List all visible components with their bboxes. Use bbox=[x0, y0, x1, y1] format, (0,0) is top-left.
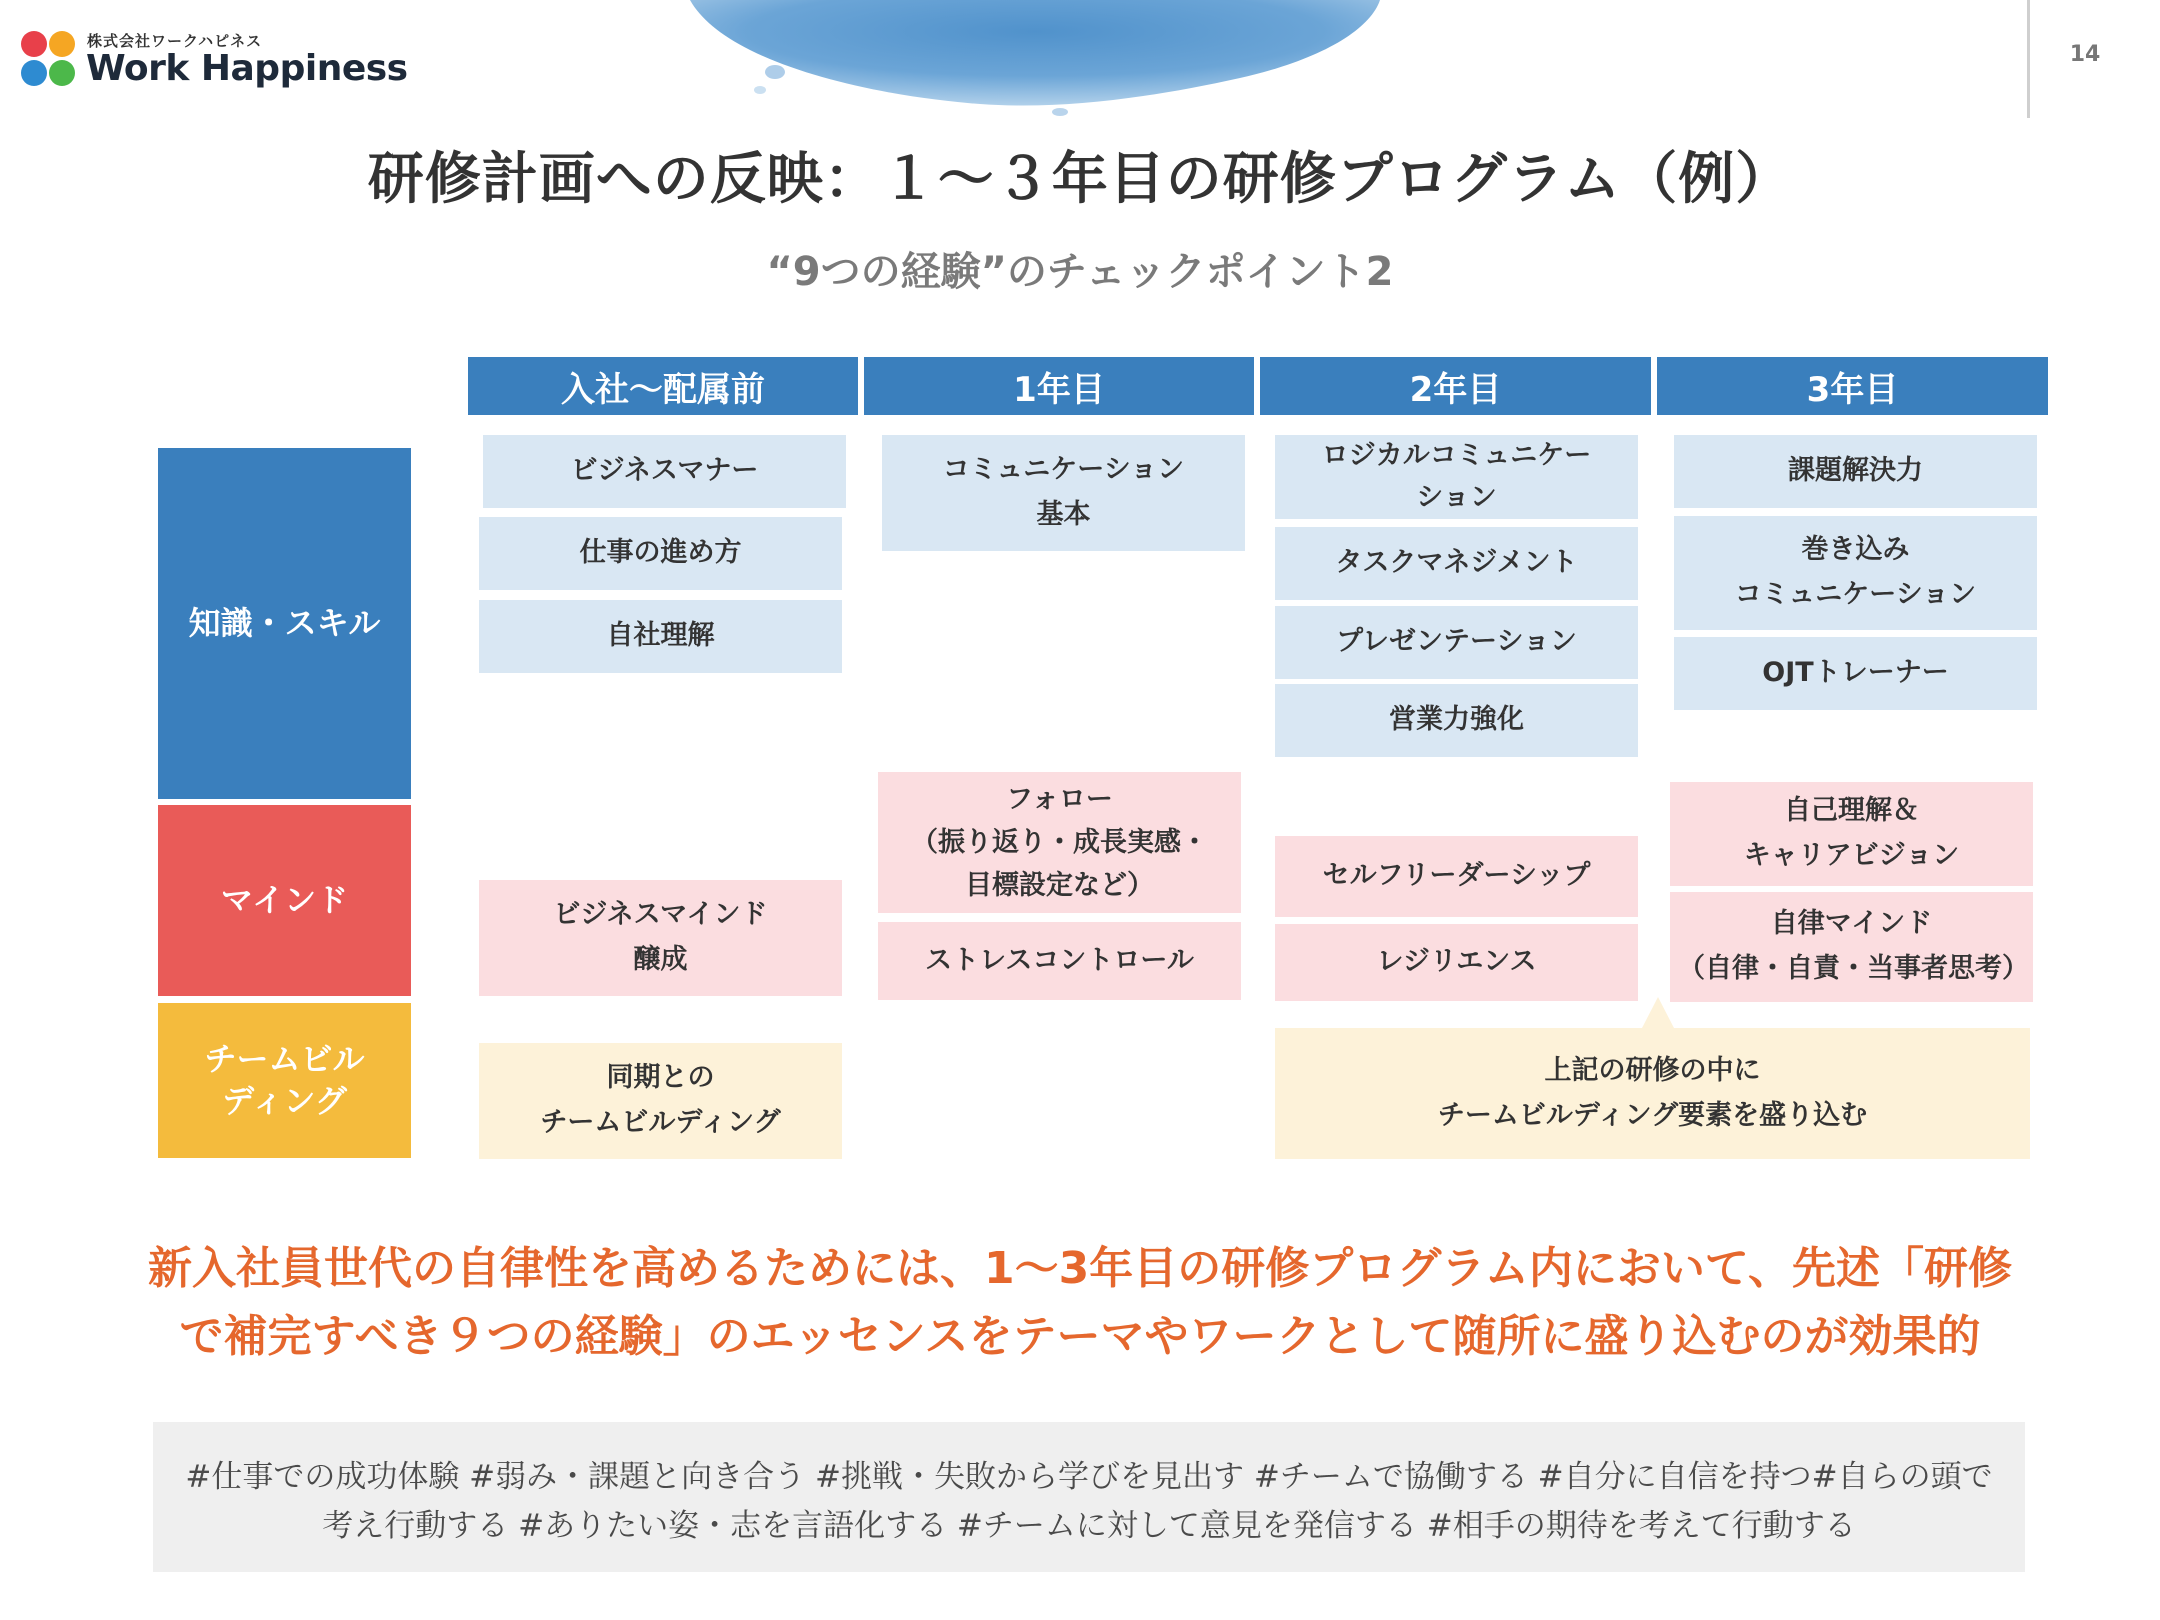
column-header-year1: 1年目 bbox=[864, 357, 1254, 415]
cell-follow-up-line3: 目標設定など） bbox=[965, 870, 1154, 902]
cell-logical-communication bbox=[1275, 435, 1638, 519]
row-label-knowledge-skill: 知識・スキル bbox=[158, 448, 411, 799]
hashtag-line1: #仕事での成功体験 #弱み・課題と向き合う #挑戦・失敗から学びを見出す #チームで協働する #自分に自信を持つ#自らの頭で bbox=[185, 1459, 1993, 1495]
cell-sales-skills: 営業力強化 bbox=[1275, 684, 1638, 757]
cell-communication-basics-line1: コミュニケーション bbox=[942, 454, 1185, 486]
cell-autonomy-mind bbox=[1670, 892, 2033, 1002]
cell-business-mind bbox=[479, 880, 842, 996]
cell-company-understanding: 自社理解 bbox=[479, 600, 842, 673]
header-divider bbox=[2027, 0, 2030, 118]
logo-clover-icon bbox=[18, 28, 78, 90]
cell-problem-solving: 課題解決力 bbox=[1674, 435, 2037, 508]
cell-autonomy-mind-line1: 自律マインド bbox=[1770, 908, 1933, 940]
row-label-team-line2: ディング bbox=[222, 1081, 347, 1120]
cell-task-management: タスクマネジメント bbox=[1275, 527, 1638, 600]
column-header-pre-assignment: 入社～配属前 bbox=[468, 357, 858, 415]
row-label-team-line1: チームビル bbox=[204, 1039, 365, 1078]
row-label-team-building bbox=[158, 1003, 411, 1158]
cell-logical-communication-line1: ロジカルコミュニケー bbox=[1321, 440, 1592, 472]
cell-follow-up bbox=[878, 772, 1241, 913]
logo-company-name: 株式会社ワークハピネス bbox=[87, 32, 263, 50]
cell-autonomy-mind-line2: （自律・自責・当事者思考） bbox=[1678, 953, 2029, 984]
key-statement-line2: で補完すべき９つの経験」のエッセンスをテーマやワークとして随所に盛り込むのが効果的 bbox=[179, 1311, 1981, 1363]
page-number: 14 bbox=[2069, 42, 2101, 67]
cell-involvement-communication-line2: コミュニケーション bbox=[1734, 579, 1977, 610]
cell-peer-team-building bbox=[479, 1043, 842, 1159]
cell-business-mind-line1: ビジネスマインド bbox=[553, 899, 768, 931]
cell-self-leadership: セルフリーダーシップ bbox=[1275, 836, 1638, 917]
cell-presentation: プレゼンテーション bbox=[1275, 606, 1638, 679]
cell-embed-team-building bbox=[1275, 1028, 2030, 1159]
cell-ojt-trainer: OJTトレーナー bbox=[1674, 637, 2037, 710]
key-statement bbox=[120, 1235, 2040, 1371]
cell-stress-control: ストレスコントロール bbox=[878, 922, 1241, 1000]
cell-peer-team-building-line2: チームビルディング bbox=[540, 1107, 781, 1138]
hashtag-line2: 考え行動する #ありたい姿・志を言語化する #チームに対して意見を発信する #相手の期待を考えて行動する bbox=[322, 1507, 1856, 1544]
key-statement-line1: 新入社員世代の自律性を高めるためには、1～3年目の研修プログラム内において、先述「研修 bbox=[148, 1243, 2012, 1294]
page-title: 研修計画への反映：１～３年目の研修プログラム（例） bbox=[367, 147, 1793, 212]
column-header-year3: 3年目 bbox=[1657, 357, 2048, 415]
page-subtitle: “9つの経験”のチェックポイント2 bbox=[766, 249, 1394, 295]
hashtag-text bbox=[153, 1453, 2025, 1551]
cell-work-method: 仕事の進め方 bbox=[479, 517, 842, 590]
cell-involvement-communication bbox=[1674, 516, 2037, 630]
cell-communication-basics-line2: 基本 bbox=[1036, 499, 1091, 530]
logo-wordmark: Work Happiness bbox=[86, 48, 408, 89]
cell-self-understanding-career bbox=[1670, 782, 2033, 886]
cell-embed-team-building-line2: チームビルディング要素を盛り込む bbox=[1437, 1099, 1868, 1131]
cell-business-manner: ビジネスマナー bbox=[483, 435, 846, 508]
cell-follow-up-line2: （振り返り・成長実感・ bbox=[911, 826, 1208, 858]
row-label-mind: マインド bbox=[158, 805, 411, 996]
cell-self-understanding-line1: 自己理解＆ bbox=[1784, 795, 1919, 827]
cell-logical-communication-line2: ション bbox=[1416, 482, 1497, 513]
cell-peer-team-building-line1: 同期との bbox=[606, 1062, 715, 1094]
cell-involvement-communication-line1: 巻き込み bbox=[1801, 534, 1910, 566]
cell-resilience: レジリエンス bbox=[1275, 924, 1638, 1001]
column-header-year2: 2年目 bbox=[1260, 357, 1651, 415]
cell-business-mind-line2: 醸成 bbox=[633, 944, 688, 975]
watercolor-decoration bbox=[680, 0, 1400, 118]
callout-pointer bbox=[1640, 994, 1676, 1030]
cell-follow-up-line1: フォロー bbox=[1006, 783, 1113, 815]
cell-communication-basics bbox=[882, 435, 1245, 551]
cell-embed-team-building-line1: 上記の研修の中に bbox=[1544, 1054, 1761, 1086]
cell-self-understanding-line2: キャリアビジョン bbox=[1743, 840, 1960, 871]
